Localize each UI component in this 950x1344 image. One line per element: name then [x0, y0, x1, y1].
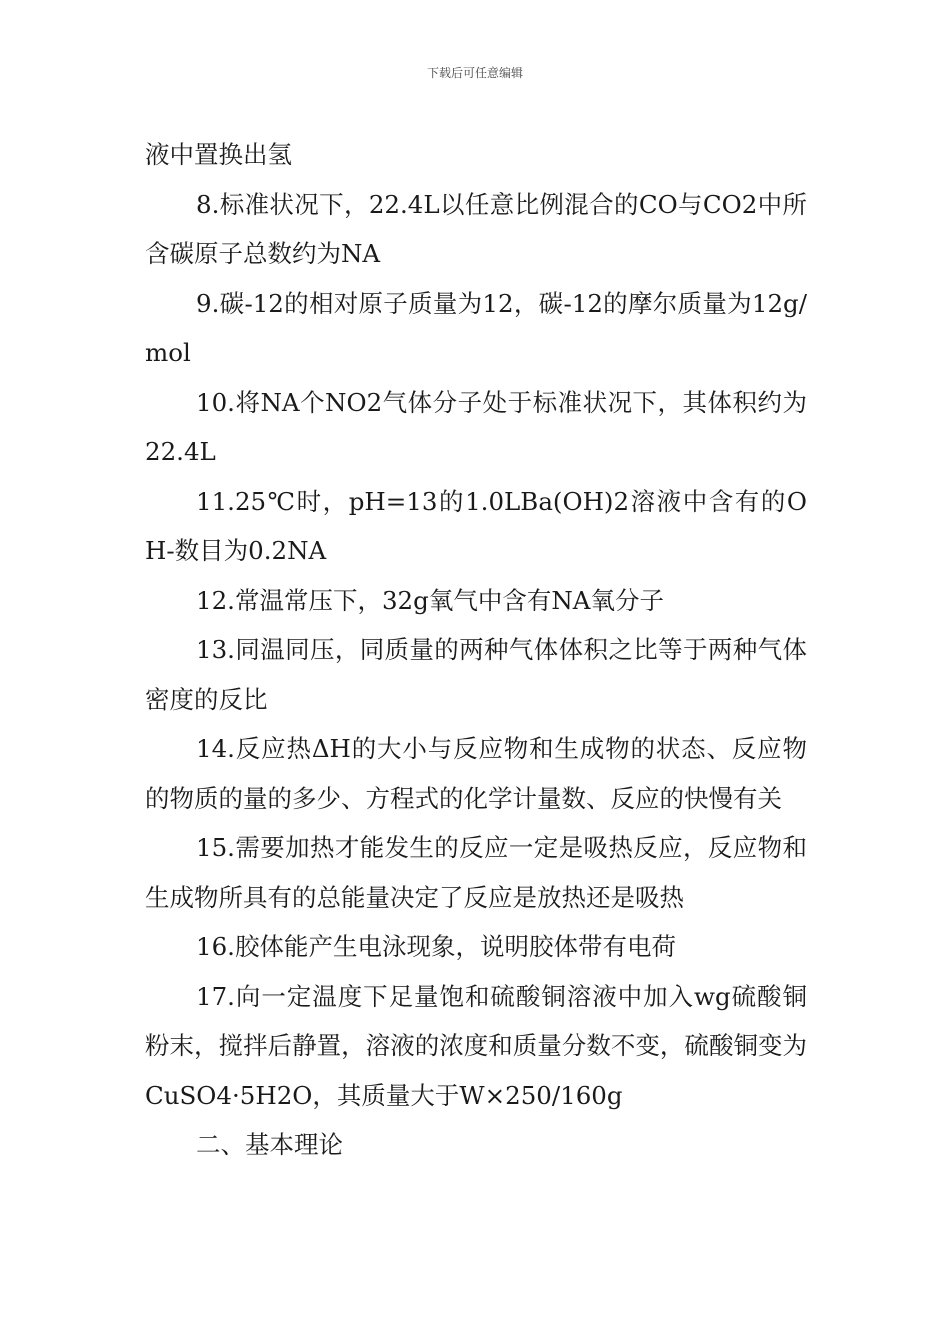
- paragraph-item-13: 13.同温同压，同质量的两种气体体积之比等于两种气体密度的反比: [145, 635, 807, 714]
- paragraph-continuation: 液中置换出氢: [145, 140, 292, 169]
- paragraph-item-11: 11.25℃时，pH=13的1.0LBa(OH)2溶液中含有的OH-数目为0.2NA: [145, 486, 807, 565]
- paragraph-item-10: 10.将NA个NO2气体分子处于标准状况下，其体积约为22.4L: [145, 387, 807, 466]
- section-heading: 二、基本理论: [196, 1130, 343, 1159]
- paragraph-item-17: 17.向一定温度下足量饱和硫酸铜溶液中加入wg硫酸铜粉末，搅拌后静置，溶液的浓度和质量分数不变，硫酸铜变为CuSO4·5H2O，其质量大于W×250/160g: [145, 981, 807, 1110]
- paragraph-item-8: 8.标准状况下，22.4L以任意比例混合的CO与CO2中所含碳原子总数约为NA: [145, 189, 807, 268]
- paragraph-item-16: 16.胶体能产生电泳现象，说明胶体带有电荷: [196, 932, 676, 961]
- document-body: [145, 130, 807, 1170]
- paragraph-item-14: 14.反应热ΔH的大小与反应物和生成物的状态、反应物的物质的量的多少、方程式的化学计量数、反应的快慢有关: [145, 734, 807, 813]
- paragraph-item-15: 15.需要加热才能发生的反应一定是吸热反应，反应物和生成物所具有的总能量决定了反应是放热还是吸热: [145, 833, 807, 912]
- paragraph-item-9: 9.碳-12的相对原子质量为12，碳-12的摩尔质量为12g/mol: [145, 288, 807, 367]
- paragraph-item-12: 12.常温常压下，32g氧气中含有NA氧分子: [196, 585, 664, 615]
- page-header-note: 下载后可任意编辑: [426, 66, 523, 80]
